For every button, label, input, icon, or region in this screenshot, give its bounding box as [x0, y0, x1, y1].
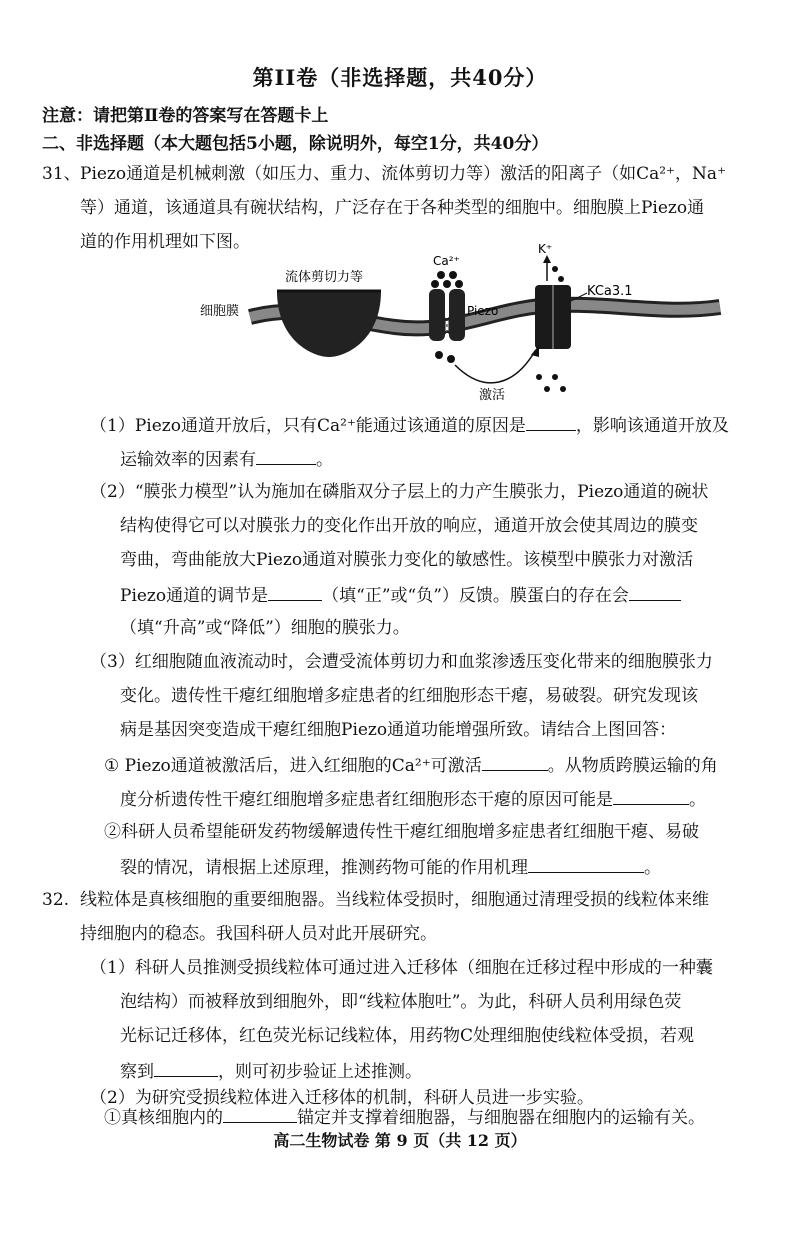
answer-blank[interactable]	[613, 786, 689, 805]
q32-p1-line1: （1）科研人员推测受损线粒体可通过进入迁移体（细胞在迁移过程中形成的一种囊	[90, 958, 713, 978]
ca-ion	[443, 280, 451, 288]
ca-ion	[447, 355, 455, 363]
q31-p3-line1: （3）红细胞随血液流动时，会遭受流体剪切力和血浆渗透压变化带来的细胞膜张力	[90, 652, 713, 672]
q32-p2-sub1-b: 锚定并支撑着细胞器，与细胞器在细胞内的运输有关。	[297, 1108, 705, 1128]
q31-intro-line3: 道的作用机理如下图。	[80, 232, 250, 252]
k-ion	[558, 276, 564, 282]
ca-ion	[431, 280, 439, 288]
ca-ion	[437, 271, 445, 279]
q31-intro-line2: 等）通道，该通道具有碗状结构，广泛存在于各种类型的细胞中。细胞膜上Piezo通	[80, 198, 705, 218]
ca-ion	[455, 280, 463, 288]
q32-p1-text-b: ，则可初步验证上述推测。	[218, 1062, 422, 1082]
k-ion	[560, 386, 566, 392]
answer-blank[interactable]	[629, 582, 681, 601]
label-k: K⁺	[538, 242, 553, 256]
q31-p1-text-c: 运输效率的因素有	[120, 450, 256, 470]
label-activate: 激活	[479, 388, 506, 403]
q31-p3-sub1-d: 。	[689, 790, 706, 810]
answer-blank[interactable]	[528, 854, 644, 873]
q32-p1-line2: 泡结构）而被释放到细胞外，即“线粒体胞吐”。为此，科研人员利用绿色荧	[120, 992, 682, 1012]
force-bowl	[277, 291, 381, 357]
piezo-mechanism-diagram	[195, 242, 755, 415]
q31-p3-line3: 病是基因突变造成干瘪红细胞Piezo通道功能增强所致。请结合上图回答：	[120, 720, 677, 740]
q31-p3-sub1-line2	[120, 786, 706, 812]
answer-blank[interactable]	[223, 1104, 297, 1123]
q32-p1-text-a: 察到	[120, 1062, 154, 1082]
q32-p2-line1: （2）为研究受损线粒体进入迁移体的机制，科研人员进一步实验。	[90, 1088, 594, 1108]
section-heading: 二、非选择题（本大题包括5小题，除说明外，每空1分，共40分）	[42, 134, 549, 154]
answer-blank[interactable]	[526, 412, 576, 431]
k-ion	[552, 266, 558, 272]
q31-p3-sub2-line2	[120, 854, 661, 880]
k-ion	[536, 374, 542, 380]
k-ion	[552, 374, 558, 380]
label-force: 流体剪切力等	[285, 270, 364, 285]
notice: 注意：请把第Ⅱ卷的答案写在答题卡上	[42, 106, 329, 126]
activation-arrow	[455, 351, 535, 383]
q31-p1-line1	[90, 412, 729, 438]
q31-p1-text-b: ，影响该通道开放及	[575, 416, 729, 436]
q31-p3-sub1-c: 度分析遗传性干瘪红细胞增多症患者红细胞形态干瘪的原因可能是	[120, 790, 613, 810]
page-title: 第II卷（非选择题，共40分）	[252, 65, 548, 90]
q32-p1-line3: 光标记迁移体，红色荧光标记线粒体，用药物C处理细胞使线粒体受损，若观	[120, 1026, 695, 1046]
label-kca: KCa3.1	[587, 284, 633, 299]
q31-p2-line3: 弯曲，弯曲能放大Piezo通道对膜张力变化的敏感性。该模型中膜张力对激活	[120, 550, 694, 570]
answer-blank[interactable]	[268, 582, 322, 601]
q31-p3-line2: 变化。遗传性干瘪红细胞增多症患者的红细胞形态干瘪，易破裂。研究发现该	[120, 686, 698, 706]
q31-p1-text-d: 。	[316, 450, 333, 470]
ca-ion	[435, 351, 443, 359]
label-membrane: 细胞膜	[200, 304, 240, 319]
q32-number: 32.	[42, 890, 70, 910]
q32-p2-sub1-a: ①真核细胞内的	[104, 1108, 223, 1128]
q31-number: 31、	[42, 164, 81, 184]
answer-blank[interactable]	[154, 1058, 218, 1077]
label-piezo: Piezo	[467, 304, 499, 318]
q31-p2-text-b: （填“正”或“负”）反馈。膜蛋白的存在会	[322, 586, 629, 606]
q31-p2-line5: （填“升高”或“降低”）细胞的膜张力。	[120, 618, 410, 638]
q32-intro-line1: 线粒体是真核细胞的重要细胞器。当线粒体受损时，细胞通过清理受损的线粒体来维	[80, 890, 709, 910]
q32-p1-line4	[120, 1058, 422, 1084]
q31-p3-sub1-a: ① Piezo通道被激活后，进入红细胞的Ca²⁺可激活	[104, 756, 482, 776]
q31-p2-text-a: Piezo通道的调节是	[120, 586, 269, 606]
answer-blank[interactable]	[482, 752, 548, 771]
label-ca: Ca²⁺	[433, 254, 460, 268]
k-ion	[544, 386, 550, 392]
piezo-channel-left	[429, 289, 445, 341]
q31-p2-line1: （2）“膜张力模型”认为施加在磷脂双分子层上的力产生膜张力，Piezo通道的碗状	[90, 482, 709, 502]
q31-p2-line4	[120, 582, 681, 608]
q31-p2-line2: 结构使得它可以对膜张力的变化作出开放的响应，通道开放会使其周边的膜变	[120, 516, 698, 536]
q31-p3-sub2-b: 裂的情况，请根据上述原理，推测药物可能的作用机理	[120, 858, 528, 878]
q31-p3-sub1-b: 。从物质跨膜运输的角	[547, 756, 718, 776]
ca-ion	[449, 271, 457, 279]
q31-p3-sub2-c: 。	[644, 858, 661, 878]
q31-p1-text-a: （1）Piezo通道开放后，只有Ca²⁺能通过该通道的原因是	[90, 416, 526, 436]
q31-p3-sub1-line1	[104, 752, 718, 778]
answer-blank[interactable]	[256, 446, 316, 465]
q32-p2-sub1	[104, 1104, 705, 1130]
q32-intro-line2: 持细胞内的稳态。我国科研人员对此开展研究。	[80, 924, 437, 944]
q31-p3-sub2-line1: ②科研人员希望能研发药物缓解遗传性干瘪红细胞增多症患者红细胞干瘪、易破	[104, 822, 699, 842]
q31-intro-line1: Piezo通道是机械刺激（如压力、重力、流体剪切力等）激活的阳离子（如Ca²⁺，Na⁺	[80, 164, 727, 184]
piezo-channel-right	[449, 289, 465, 341]
q31-p1-line2	[120, 446, 333, 472]
page-footer: 高二生物试卷 第 9 页（共 12 页）	[273, 1131, 527, 1150]
